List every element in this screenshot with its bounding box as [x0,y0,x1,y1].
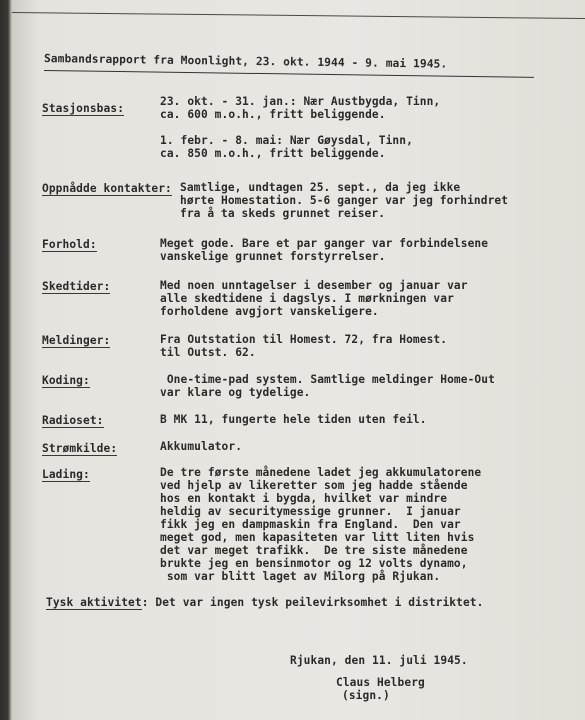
label-tysk-aktivitet: Tysk aktivitet [46,596,142,609]
label-koding: Koding: [42,374,90,387]
label-stasjonsbas: Stasjonsbas: [42,102,125,115]
typed-report [40,40,580,700]
text-radioset: B MK 11, fungerte hele tiden uten feil. [160,413,427,426]
text-stasjonsbas: 23. okt. - 31. jan.: Nær Austbygda, Tinn, ca. 600 m.o.h., fritt beliggende. 1. febr. - 8. mai: Nær Gøysdal, Tinn, ca. 850 m.o.h., fritt beliggende. [160,95,441,160]
text-lading: De tre første månedene ladet jeg akkumulatorene ved hjelp av likeretter som jeg hadde stående hos en kontakt i bygda, hvilket var mindre heldig av securitymessige grunner. I januar fikk jeg en dampmaskin fra England. Den var meget god, men kapasiteten var litt liten hvis det var meget trafikk. De tre siste månedene brukte jeg en bensinmotor og 12 volts dynamo, som var blitt laget av Milorg på Rjukan. [160,466,482,583]
place-date: Rjukan, den 11. juli 1945. [290,654,468,667]
signature-name: Claus Helberg [336,676,425,689]
label-skedtider: Skedtider: [42,280,111,293]
text-skedtider: Med noen unntagelser i desember og januar var alle skedtidene i dagslys. I mørkningen var forholdene avgjort vanskeligere. [160,279,468,318]
signature-note: (sign.) [342,689,390,702]
text-koding: One-time-pad system. Samtlige meldinger Home-Out var klare og tydelige. [160,373,495,399]
label-lading: Lading: [42,468,90,481]
report-title: Sambandsrapport fra Moonlight, 23. okt. 1944 - 9. mai 1945. [43,52,448,71]
text-kontakter: Samtlige, undtagen 25. sept., da jeg ikke hørte Homestation. 5-6 ganger var jeg forhindret fra å ta skeds grunnet reiser. [180,181,509,220]
title-underline [44,70,534,78]
tysk-aktivitet-line [46,596,483,609]
label-radioset: Radioset: [42,414,104,427]
text-forhold: Meget gode. Bare et par ganger var forbindelsene vanskelige grunnet forstyrrelser. [160,237,489,263]
text-tysk-aktivitet: Det var ingen tysk peilevirksomhet i distriktet. [155,596,484,609]
text-stromkilde: Akkumulator. [160,440,243,453]
page-edge-line [12,12,585,19]
tysk-colon: : [141,596,156,609]
text-meldinger: Fra Outstation til Homest. 72, fra Homest. til Outst. 62. [160,333,448,359]
label-meldinger: Meldinger: [42,334,111,347]
label-stromkilde: Strømkilde: [42,442,118,455]
label-kontakter: Oppnådde kontakter: [42,182,172,195]
label-forhold: Forhold: [42,238,97,251]
